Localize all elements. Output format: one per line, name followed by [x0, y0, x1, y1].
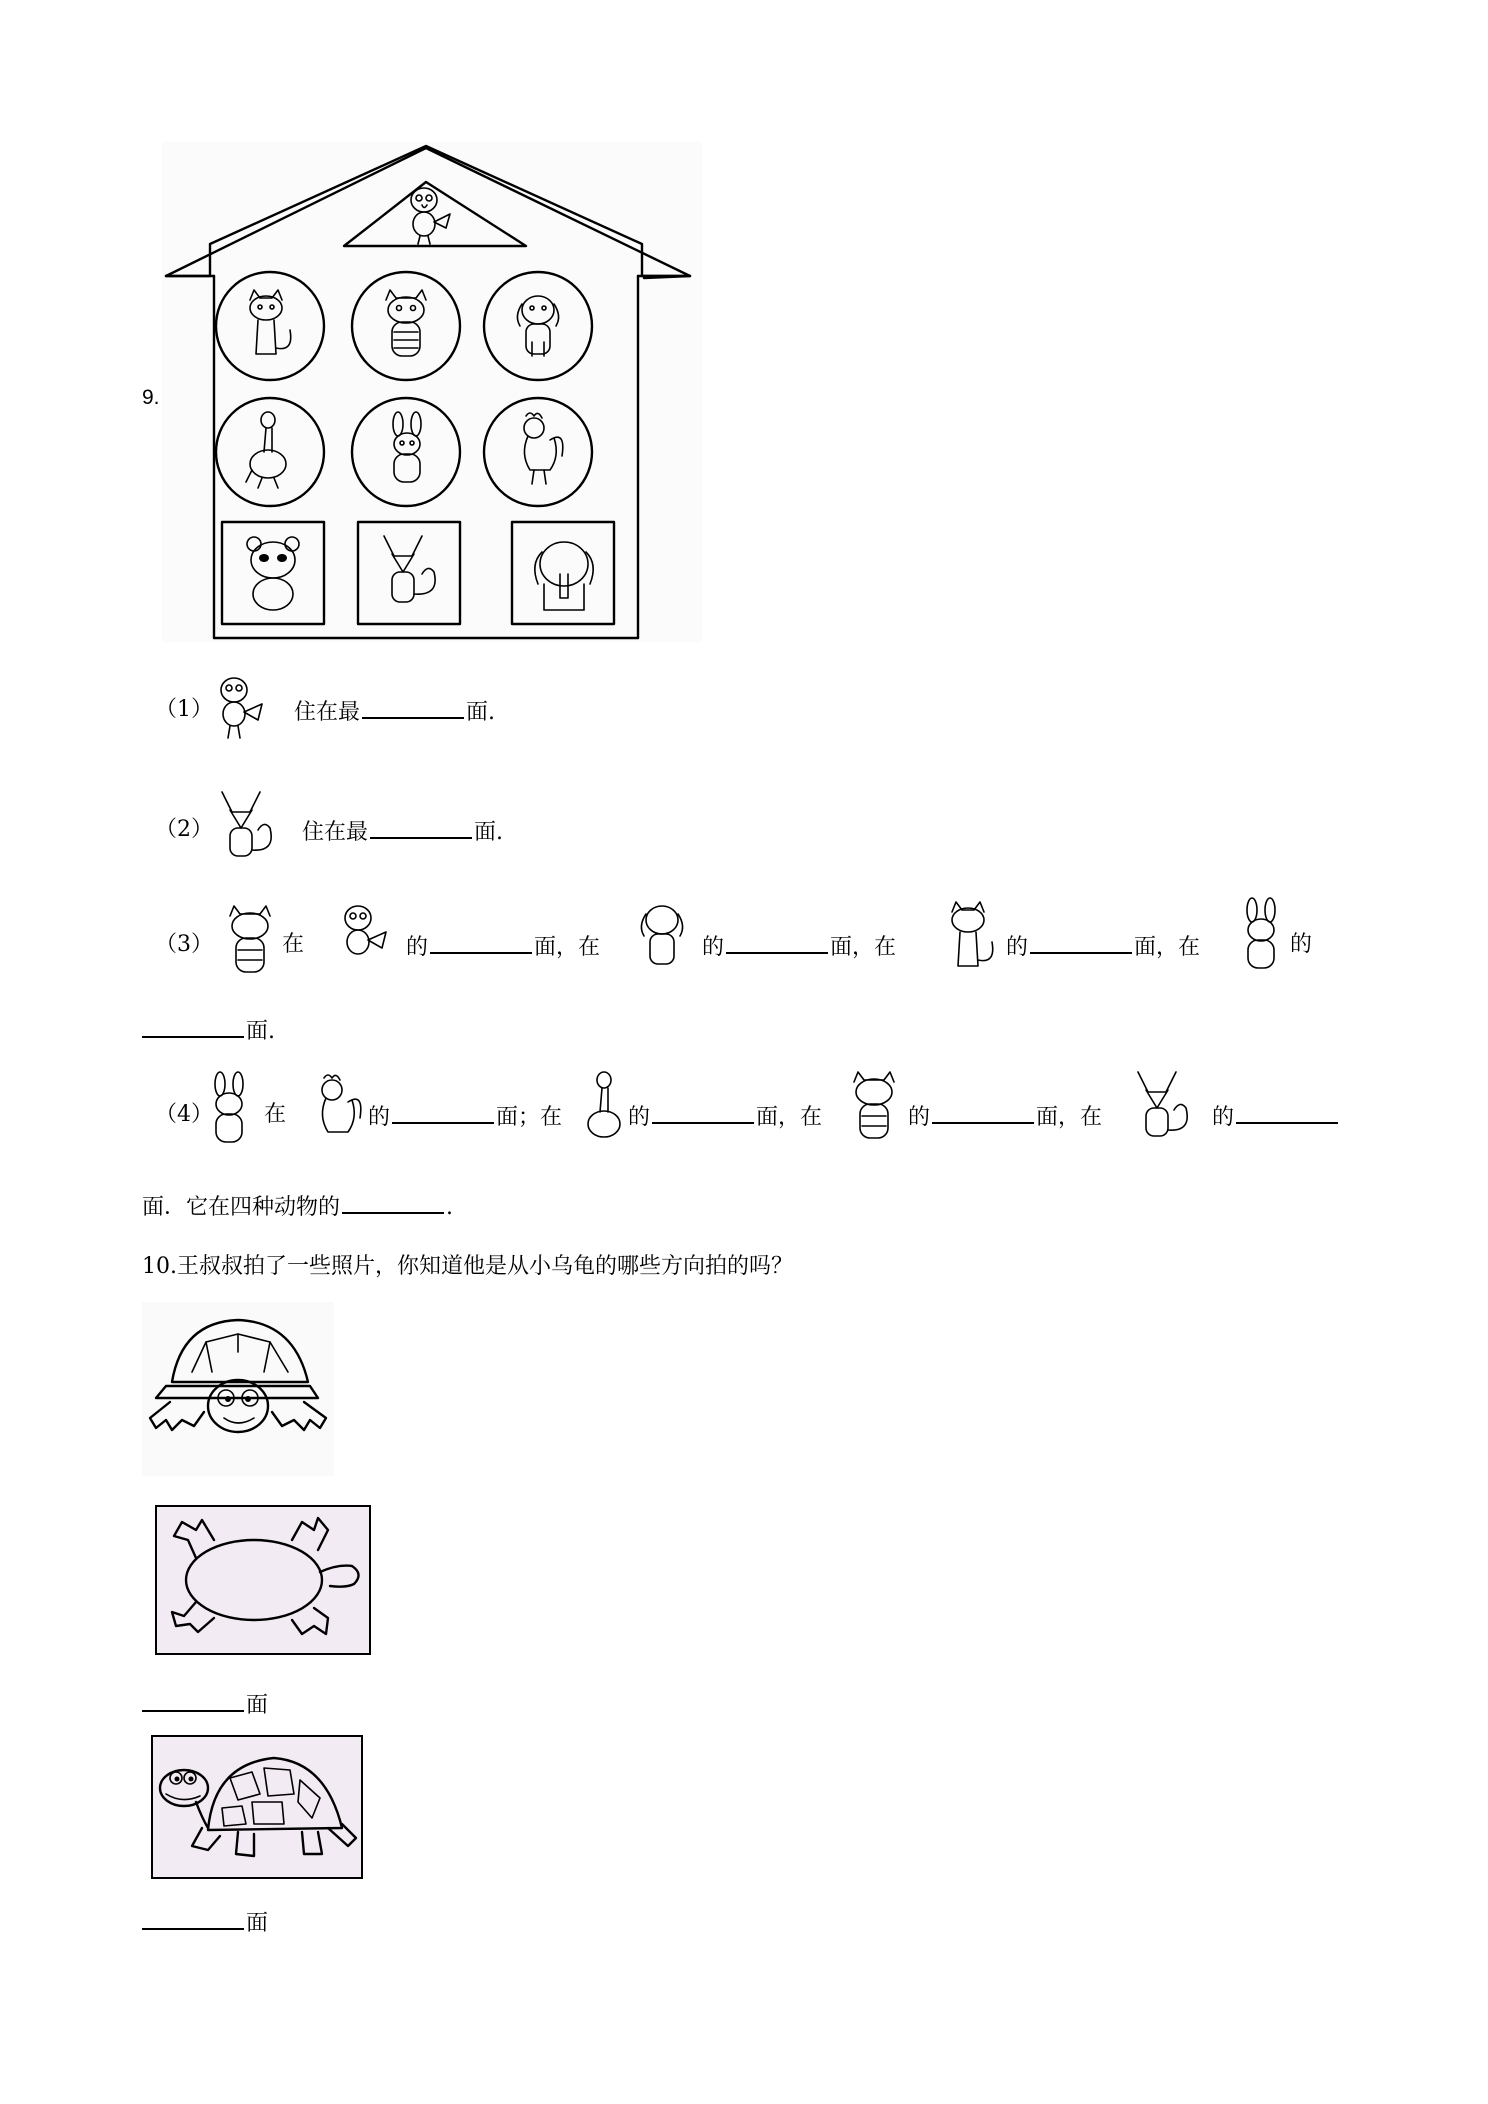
q9-part3-clause1: 的 面，在 [406, 930, 600, 963]
answer-blank[interactable] [726, 930, 828, 954]
animal-house-illustration [162, 142, 702, 642]
q9-part3-line2: 面. [142, 1014, 275, 1047]
q9-part1-number: （1） [155, 697, 213, 722]
answer-blank[interactable] [142, 1014, 244, 1038]
answer-blank[interactable] [142, 1906, 244, 1930]
q9-part4-clause1: 的 面；在 [368, 1100, 562, 1133]
answer-blank[interactable] [652, 1100, 754, 1124]
q9-part4-clause2: 的 面，在 [628, 1100, 822, 1133]
word-zai: 在 [264, 1102, 287, 1127]
question-number-9: 9. [142, 386, 160, 409]
rabbit-icon [204, 1074, 258, 1146]
answer-blank[interactable] [1236, 1100, 1338, 1124]
parrot-icon [212, 672, 266, 744]
fox-icon [218, 788, 272, 860]
turtle-side-view-image [142, 1728, 364, 1882]
word-de: 的 [1290, 932, 1313, 957]
q9-part4-number: （4） [155, 1102, 213, 1127]
q9-part1-sentence: 住在最 面. [294, 695, 495, 728]
q9-part2-number: （2） [155, 817, 213, 842]
tiger-cat-icon [848, 1072, 902, 1144]
turtle-top-view-image [142, 1492, 376, 1660]
q9-part3-number: （3） [155, 932, 213, 957]
q10-answer1: 面 [142, 1688, 268, 1721]
word-zai: 在 [282, 932, 305, 957]
q9-part4-line2: 面．它在四种动物的 . [142, 1190, 453, 1223]
goose-icon [580, 1072, 634, 1144]
answer-blank[interactable] [430, 930, 532, 954]
cat-icon [944, 902, 998, 974]
answer-blank[interactable] [142, 1688, 244, 1712]
answer-blank[interactable] [362, 695, 464, 719]
q9-part3-clause3: 的 面，在 [1006, 930, 1200, 963]
tiger-cat-icon [224, 906, 278, 978]
fox-icon [1134, 1068, 1188, 1140]
answer-blank[interactable] [932, 1100, 1034, 1124]
q9-part2-sentence: 住在最 面. [302, 815, 503, 848]
q9-part3-clause2: 的 面，在 [702, 930, 896, 963]
turtle-front-view-image [142, 1302, 334, 1476]
answer-blank[interactable] [1030, 930, 1132, 954]
dog-icon [636, 902, 690, 974]
parrot-icon [336, 900, 390, 972]
rabbit-icon [1236, 900, 1290, 972]
answer-blank[interactable] [370, 815, 472, 839]
q10-answer2: 面 [142, 1906, 268, 1939]
answer-blank[interactable] [342, 1190, 444, 1214]
q9-part4-clause4: 的 [1212, 1100, 1340, 1133]
answer-blank[interactable] [392, 1100, 494, 1124]
question-10-title: 10.王叔叔拍了一些照片，你知道他是从小乌龟的哪些方向拍的吗？ [142, 1254, 793, 1279]
q9-part4-clause3: 的 面，在 [908, 1100, 1102, 1133]
rooster-icon [310, 1072, 364, 1144]
